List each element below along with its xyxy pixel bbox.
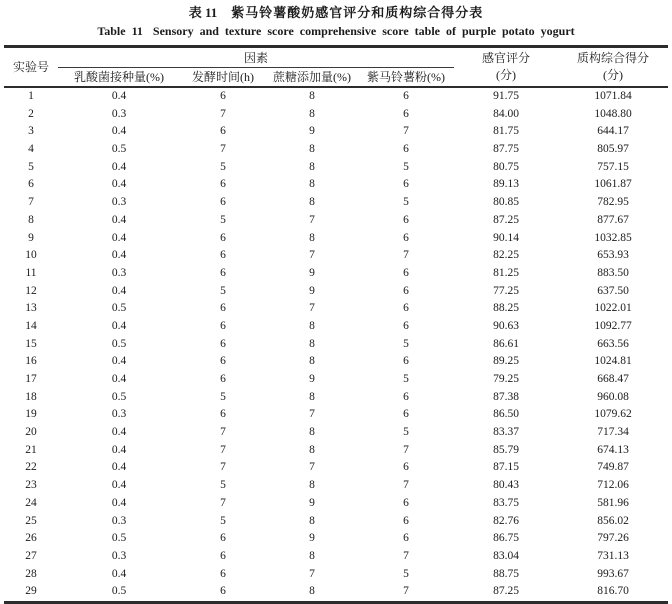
table-cell: 8 — [309, 107, 315, 120]
table-cell: 8 — [309, 443, 315, 456]
table-cell: 16 — [25, 355, 37, 368]
table-cell: 90.14 — [493, 231, 519, 244]
table-row — [4, 230, 668, 248]
table-cell: 9 — [309, 496, 315, 509]
table-cell: 90.63 — [493, 319, 519, 332]
col-header-lactic-acid-inoculum: 乳酸菌接种量(%) — [74, 70, 164, 84]
table-cell: 0.3 — [111, 549, 127, 562]
table-cell: 7 — [220, 443, 226, 456]
table-cell: 8 — [309, 90, 315, 102]
table-cell: 7 — [220, 461, 226, 474]
table-cell: 7 — [403, 249, 409, 262]
table-cell: 89.25 — [493, 355, 519, 368]
table-cell: 5 — [403, 160, 409, 173]
table-cell: 81.25 — [493, 266, 519, 279]
table-row — [4, 353, 668, 371]
table-cell: 88.25 — [493, 302, 519, 315]
table-cell: 1092.77 — [594, 319, 632, 332]
table-row — [4, 459, 668, 477]
table-cell: 0.4 — [111, 90, 127, 102]
table-cell: 8 — [28, 213, 34, 226]
table-cell: 86.61 — [493, 337, 519, 350]
table-cell: 0.4 — [111, 567, 127, 580]
table-cell: 6 — [220, 408, 226, 421]
table-cell: 5 — [403, 337, 409, 350]
table-cell: 19 — [25, 408, 37, 421]
table-cell: 1071.84 — [594, 90, 632, 102]
table-cell: 8 — [309, 479, 315, 492]
table-cell: 6 — [403, 408, 409, 421]
table-cell: 6 — [220, 319, 226, 332]
table-cell: 0.3 — [111, 196, 127, 209]
table-row — [4, 194, 668, 212]
col-header-purple-potato-powder: 紫马铃薯粉(%) — [367, 70, 445, 84]
table-cell: 29 — [25, 585, 37, 598]
table-cell: 6 — [28, 178, 34, 191]
col-header-sensory-score — [454, 47, 558, 88]
table-cell: 8 — [309, 585, 315, 598]
table-cell: 757.15 — [597, 160, 629, 173]
table-cell: 80.85 — [493, 196, 519, 209]
table-cell: 80.43 — [493, 479, 519, 492]
table-cell: 8 — [309, 143, 315, 156]
table-row — [4, 477, 668, 495]
table-cell: 6 — [220, 231, 226, 244]
table-cell: 5 — [403, 373, 409, 385]
table-cell: 993.67 — [597, 567, 629, 580]
table-cell: 8 — [309, 160, 315, 173]
table-row — [4, 283, 668, 301]
table-cell: 8 — [309, 390, 315, 403]
table-row — [4, 424, 668, 442]
table-row — [4, 336, 668, 354]
table-cell: 87.25 — [493, 585, 519, 598]
table-cell: 0.4 — [111, 355, 127, 368]
table-cell: 6 — [220, 302, 226, 315]
table-cell: 85.79 — [493, 443, 519, 456]
table-cell: 644.17 — [597, 125, 629, 138]
table-cell: 84.00 — [493, 107, 519, 120]
table-row — [4, 265, 668, 283]
table-row — [4, 513, 668, 531]
table-cell: 9 — [309, 284, 315, 297]
table-cell: 1061.87 — [594, 178, 632, 191]
table-number-en: Table 11 — [97, 24, 143, 38]
table-cell: 6 — [403, 461, 409, 474]
header-row-top — [4, 47, 668, 68]
table-cell: 13 — [25, 302, 37, 315]
table-cell: 0.3 — [111, 408, 127, 421]
table-cell: 0.4 — [111, 426, 127, 439]
table-row — [4, 176, 668, 194]
table-cell: 1048.80 — [594, 107, 632, 120]
table-cell: 0.5 — [111, 585, 127, 598]
table-cell: 6 — [403, 178, 409, 191]
table-cell: 6 — [220, 567, 226, 580]
table-cell: 8 — [309, 355, 315, 368]
table-cell: 7 — [220, 426, 226, 439]
table-cell: 749.87 — [597, 461, 629, 474]
table-cell: 0.4 — [111, 443, 127, 456]
table-cell: 8 — [309, 178, 315, 191]
table-cell: 797.26 — [597, 532, 629, 545]
table-cell: 6 — [220, 549, 226, 562]
sensory-header-line2: (分) — [496, 68, 517, 82]
table-cell: 0.5 — [111, 390, 127, 403]
table-cell: 0.3 — [111, 266, 127, 279]
table-cell: 8 — [309, 514, 315, 527]
table-cell: 6 — [403, 355, 409, 368]
texture-header-line1: 质构综合得分 — [577, 51, 650, 65]
table-cell: 10 — [25, 249, 37, 262]
table-cell: 883.50 — [597, 266, 629, 279]
table-cell: 6 — [403, 284, 409, 297]
table-cell: 7 — [309, 213, 315, 226]
table-header — [4, 47, 668, 88]
table-cell: 7 — [309, 408, 315, 421]
table-cell: 6 — [403, 231, 409, 244]
table-cell: 0.4 — [111, 249, 127, 262]
table-cell: 1079.62 — [594, 408, 632, 421]
table-cell: 9 — [28, 231, 34, 244]
table-cell: 6 — [220, 585, 226, 598]
table-cell: 6 — [403, 266, 409, 279]
table-cell: 960.08 — [597, 390, 629, 403]
table-cell: 0.5 — [111, 337, 127, 350]
table-row — [4, 318, 668, 336]
table-cell: 0.3 — [111, 514, 127, 527]
table-row — [4, 123, 668, 141]
table-cell: 0.4 — [111, 461, 127, 474]
table-cell: 6 — [220, 266, 226, 279]
table-cell: 6 — [403, 302, 409, 315]
table-cell: 6 — [403, 90, 409, 102]
table-cell: 6 — [403, 514, 409, 527]
table-cell: 856.02 — [597, 514, 629, 527]
table-row — [4, 159, 668, 177]
table-row — [4, 247, 668, 265]
table-cell: 6 — [403, 107, 409, 120]
table-cell: 12 — [25, 284, 37, 297]
table-cell: 816.70 — [597, 585, 629, 598]
table-cell: 7 — [220, 143, 226, 156]
table-cell: 5 — [403, 567, 409, 580]
table-row — [4, 141, 668, 159]
table-cell: 83.37 — [493, 426, 519, 439]
table-cell: 5 — [220, 479, 226, 492]
table-cell: 0.4 — [111, 373, 127, 385]
table-body — [4, 87, 668, 602]
col-header-texture-score — [558, 47, 668, 88]
table-number-cn: 表 11 — [188, 5, 218, 20]
table-cell: 8 — [309, 196, 315, 209]
table-cell: 6 — [220, 249, 226, 262]
table-cell: 5 — [403, 426, 409, 439]
table-cell: 6 — [403, 532, 409, 545]
table-row — [4, 442, 668, 460]
table-cell: 0.4 — [111, 319, 127, 332]
table-cell: 83.75 — [493, 496, 519, 509]
table-cell: 6 — [220, 373, 226, 385]
table-cell: 87.15 — [493, 461, 519, 474]
table-cell: 8 — [309, 549, 315, 562]
table-cell: 5 — [403, 196, 409, 209]
table-cell: 7 — [403, 585, 409, 598]
table-cell: 27 — [25, 549, 37, 562]
table-cell: 88.75 — [493, 567, 519, 580]
table-title-cn-text: 紫马铃薯酸奶感官评分和质构综合得分表 — [231, 5, 484, 20]
table-cell: 6 — [220, 90, 226, 102]
table-cell: 15 — [25, 337, 37, 350]
table-cell: 0.4 — [111, 231, 127, 244]
table-cell: 6 — [220, 178, 226, 191]
table-cell: 5 — [220, 514, 226, 527]
table-cell: 9 — [309, 532, 315, 545]
table-cell: 1 — [28, 90, 34, 102]
table-cell: 20 — [25, 426, 37, 439]
texture-header-line2: (分) — [603, 68, 624, 82]
table-row — [4, 566, 668, 584]
table-cell: 782.95 — [597, 196, 629, 209]
table-row — [4, 300, 668, 318]
table-cell: 18 — [25, 390, 37, 403]
table-cell: 1032.85 — [594, 231, 632, 244]
table-cell: 9 — [309, 373, 315, 385]
table-row — [4, 106, 668, 124]
table-cell: 6 — [220, 125, 226, 138]
table-cell: 22 — [25, 461, 37, 474]
table-cell: 77.25 — [493, 284, 519, 297]
table-cell: 80.75 — [493, 160, 519, 173]
table-row — [4, 389, 668, 407]
table-cell: 6 — [220, 355, 226, 368]
table-cell: 5 — [28, 160, 34, 173]
table-cell: 663.56 — [597, 337, 629, 350]
table-cell: 712.06 — [597, 479, 629, 492]
table-cell: 8 — [309, 337, 315, 350]
table-cell: 6 — [403, 496, 409, 509]
table-cell: 82.25 — [493, 249, 519, 262]
table-cell: 89.13 — [493, 178, 519, 191]
table-cell: 28 — [25, 567, 37, 580]
table-row — [4, 548, 668, 566]
table-cell: 14 — [25, 319, 37, 332]
table-cell: 7 — [220, 107, 226, 120]
table-cell: 0.4 — [111, 160, 127, 173]
col-header-sucrose-addition: 蔗糖添加量(%) — [273, 70, 351, 84]
table-cell: 82.76 — [493, 514, 519, 527]
table-cell: 717.34 — [597, 426, 629, 439]
table-cell: 6 — [403, 319, 409, 332]
table-cell: 7 — [309, 302, 315, 315]
table-cell: 731.13 — [597, 549, 629, 562]
col-header-experiment-no: 实验号 — [12, 60, 49, 74]
table-cell: 0.4 — [111, 125, 127, 138]
table-cell: 17 — [25, 373, 37, 385]
table-cell: 7 — [309, 567, 315, 580]
table-cell: 86.75 — [493, 532, 519, 545]
score-table — [4, 45, 668, 604]
table-cell: 0.5 — [111, 143, 127, 156]
table-cell: 79.25 — [493, 373, 519, 385]
table-cell: 877.67 — [597, 213, 629, 226]
table-cell: 7 — [309, 461, 315, 474]
table-cell: 8 — [309, 231, 315, 244]
table-cell: 581.96 — [597, 496, 629, 509]
table-cell: 91.75 — [493, 90, 519, 102]
table-cell: 7 — [403, 479, 409, 492]
table-cell: 0.4 — [111, 479, 127, 492]
table-row — [4, 495, 668, 513]
table-cell: 11 — [25, 266, 37, 279]
table-row — [4, 406, 668, 424]
table-cell: 7 — [309, 249, 315, 262]
table-cell: 0.4 — [111, 496, 127, 509]
col-header-fermentation-time: 发酵时间(h) — [192, 70, 254, 84]
table-cell: 21 — [25, 443, 37, 456]
table-row — [4, 583, 668, 602]
table-cell: 0.4 — [111, 284, 127, 297]
table-cell: 86.50 — [493, 408, 519, 421]
table-cell: 25 — [25, 514, 37, 527]
table-cell: 6 — [403, 390, 409, 403]
table-cell: 0.5 — [111, 532, 127, 545]
table-cell: 4 — [28, 143, 34, 156]
table-cell: 5 — [220, 213, 226, 226]
table-cell: 6 — [220, 532, 226, 545]
table-cell: 668.47 — [597, 373, 629, 385]
table-title-cn — [4, 3, 668, 22]
table-cell: 653.93 — [597, 249, 629, 262]
table-cell: 0.3 — [111, 107, 127, 120]
table-cell: 5 — [220, 390, 226, 403]
table-title-en — [4, 22, 668, 41]
table-row — [4, 371, 668, 389]
table-row — [4, 530, 668, 548]
table-cell: 805.97 — [597, 143, 629, 156]
table-cell: 7 — [403, 549, 409, 562]
table-cell: 1024.81 — [594, 355, 632, 368]
table-cell: 8 — [309, 426, 315, 439]
col-header-factors: 因素 — [58, 47, 454, 68]
table-cell: 2 — [28, 107, 34, 120]
table-cell: 0.4 — [111, 178, 127, 191]
table-cell: 5 — [220, 284, 226, 297]
table-cell: 87.75 — [493, 143, 519, 156]
sensory-header-line1: 感官评分 — [482, 51, 531, 65]
table-cell: 6 — [220, 196, 226, 209]
table-cell: 23 — [25, 479, 37, 492]
table-row — [4, 87, 668, 106]
table-cell: 6 — [220, 337, 226, 350]
table-cell: 87.25 — [493, 213, 519, 226]
table-cell: 8 — [309, 319, 315, 332]
table-cell: 637.50 — [597, 284, 629, 297]
table-cell: 24 — [25, 496, 37, 509]
table-cell: 0.4 — [111, 213, 127, 226]
table-cell: 7 — [403, 125, 409, 138]
table-cell: 7 — [220, 496, 226, 509]
table-cell: 6 — [403, 213, 409, 226]
table-cell: 7 — [28, 196, 34, 209]
table-row — [4, 212, 668, 230]
table-cell: 6 — [403, 143, 409, 156]
table-cell: 81.75 — [493, 125, 519, 138]
table-cell: 0.5 — [111, 302, 127, 315]
table-cell: 87.38 — [493, 390, 519, 403]
table-cell: 674.13 — [597, 443, 629, 456]
table-cell: 26 — [25, 532, 37, 545]
table-cell: 7 — [403, 443, 409, 456]
table-cell: 1022.01 — [594, 302, 632, 315]
table-cell: 3 — [28, 125, 34, 138]
table-cell: 5 — [220, 160, 226, 173]
table-title-en-text: Sensory and texture score comprehensive score table of purple potato yogurt — [152, 24, 575, 38]
table-cell: 9 — [309, 266, 315, 279]
table-cell: 83.04 — [493, 549, 519, 562]
table-cell: 9 — [309, 125, 315, 138]
